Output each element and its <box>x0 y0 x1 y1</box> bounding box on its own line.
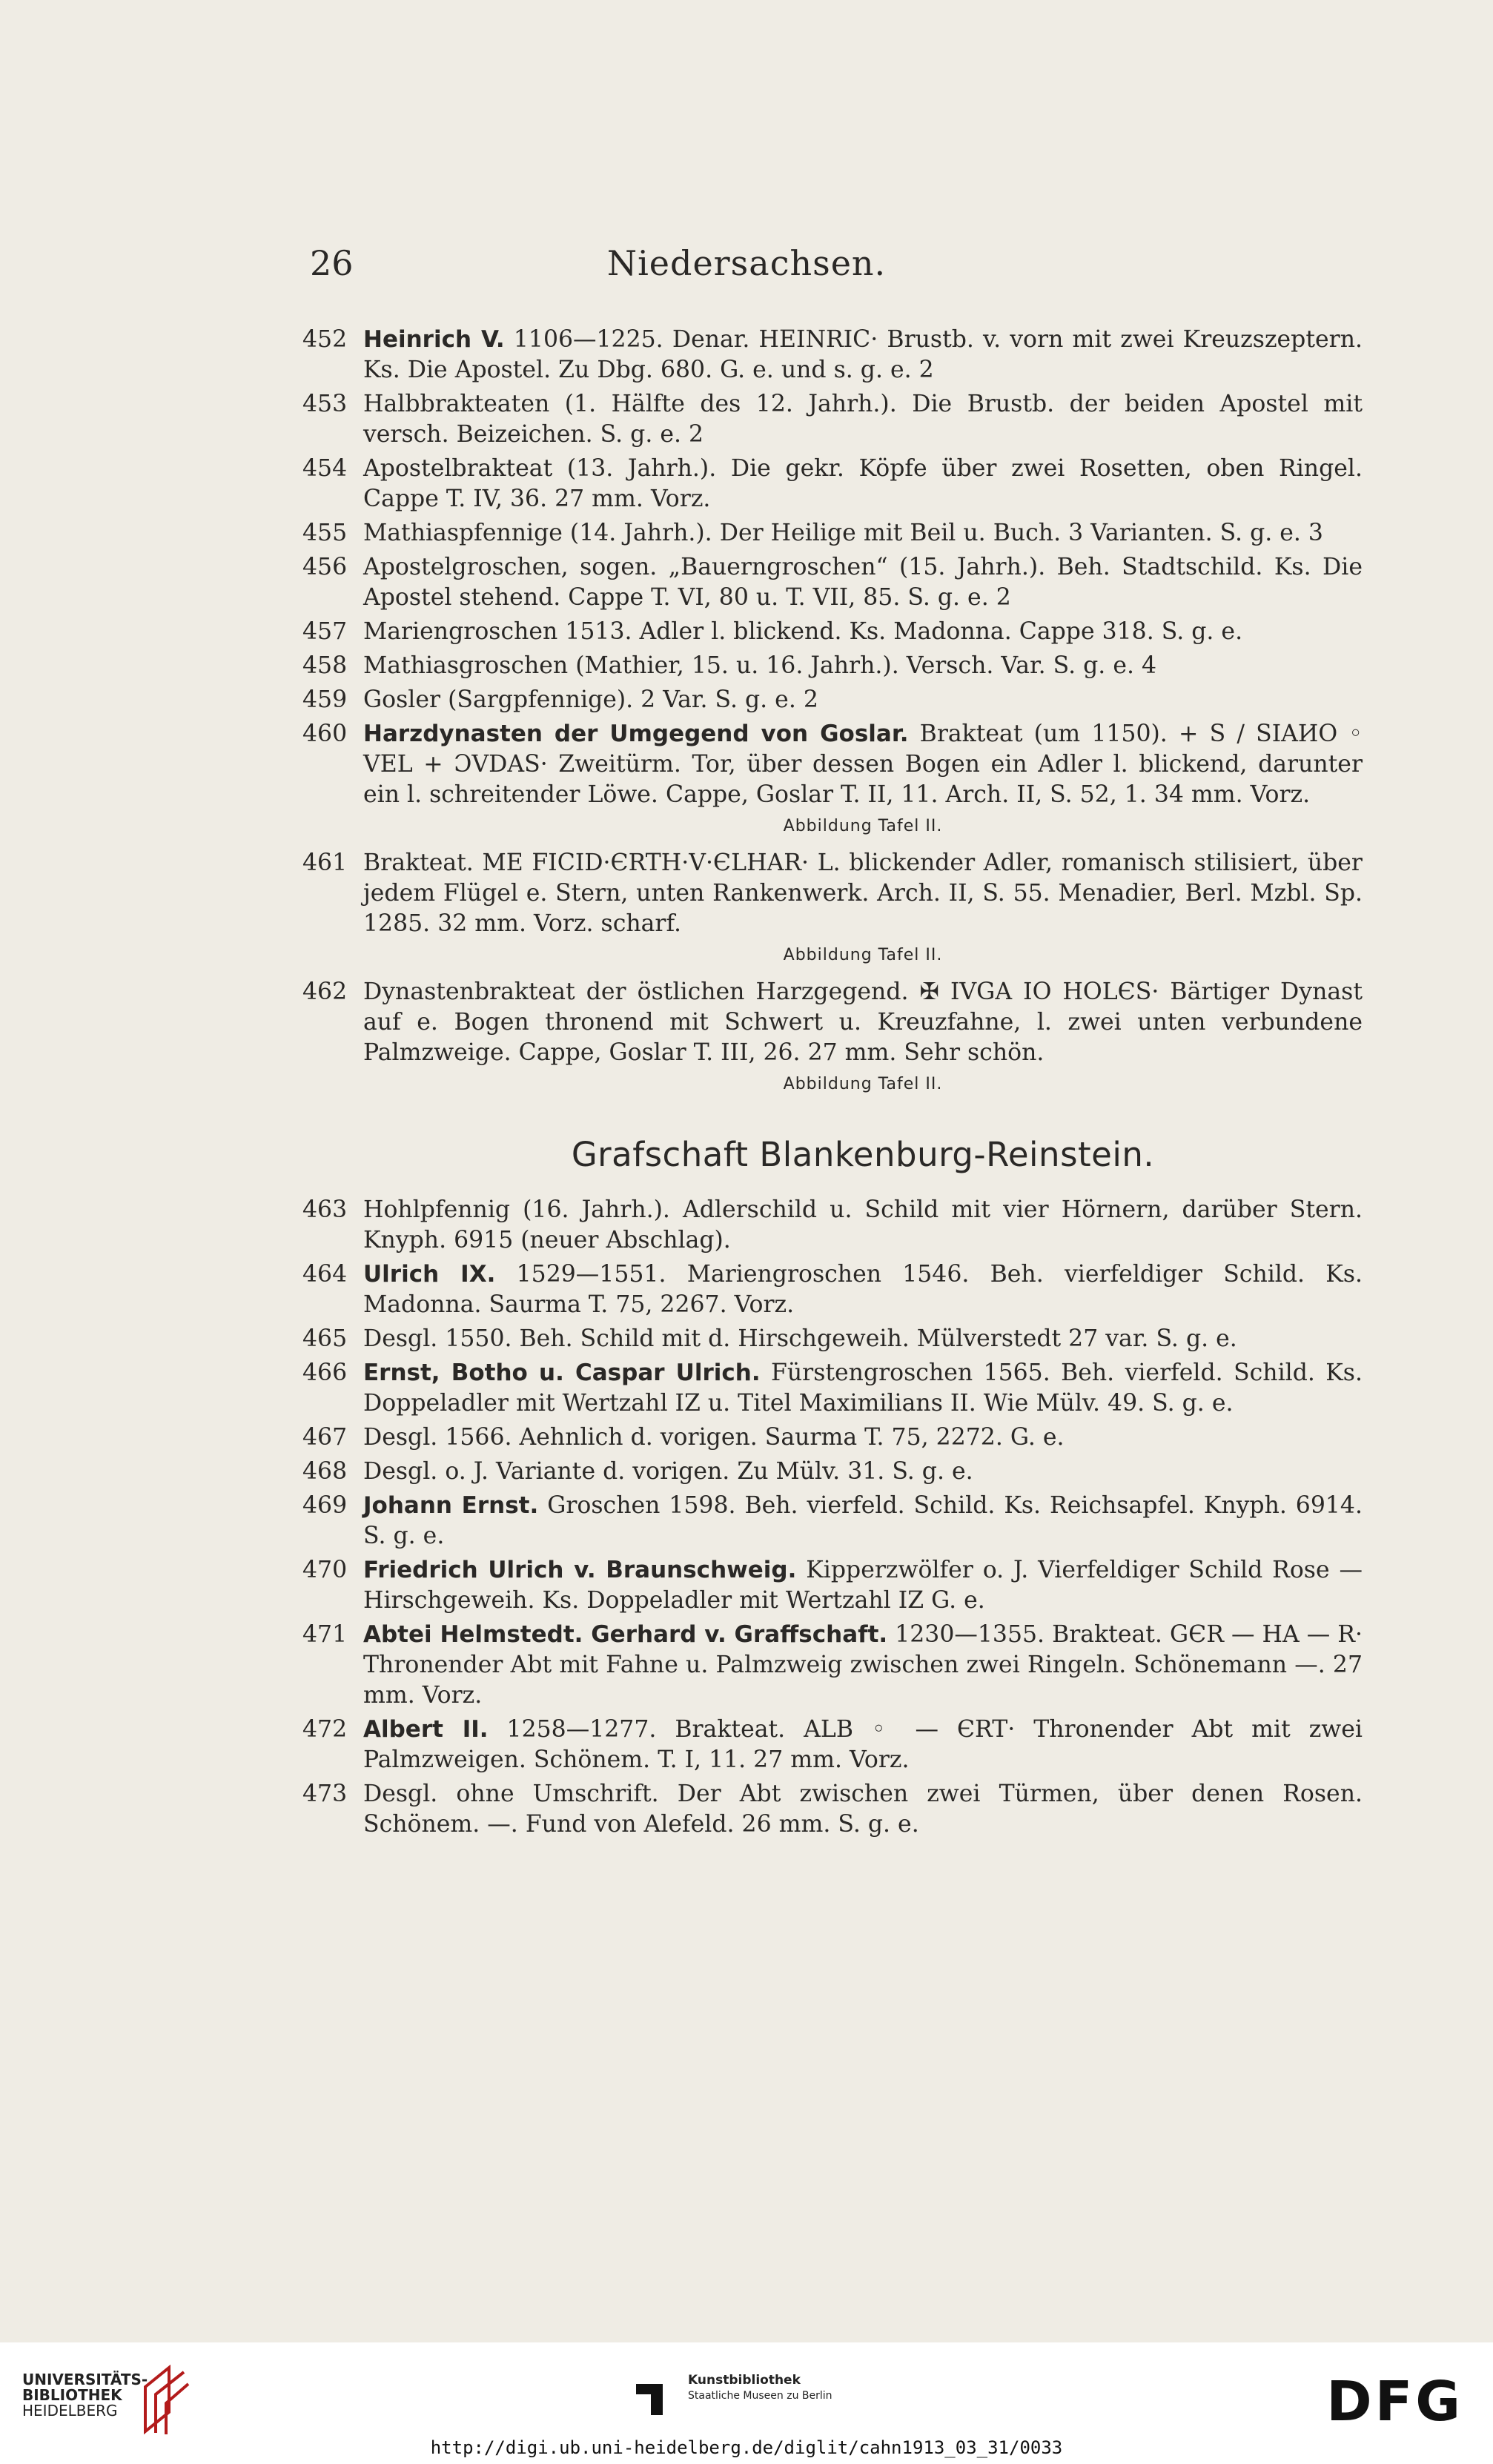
page-title: Niedersachsen. <box>606 243 887 283</box>
entry-description: Fürstengroschen 1565. Beh. vierfeld. Schild. Ks. Doppeladler mit Wertzahl IZ u. Titel Maximilians II. Wie Mülv. 49. S. g. e. <box>363 1359 1363 1417</box>
catalog-entry <box>302 1457 1363 1487</box>
entry-number: 464 <box>302 1261 348 1288</box>
entry-description: Hohlpfennig (16. Jahrh.). Adlerschild u. Schild mit vier Hörnern, darüber Stern. Knyph. 6915 (neuer Abschlag). <box>363 1196 1363 1253</box>
kunstbibliothek-logo[interactable] <box>636 2365 873 2424</box>
entry-description: Mathiaspfennige (14. Jahrh.). Der Heilige mit Beil u. Buch. 3 Varianten. S. g. e. 3 <box>363 520 1323 546</box>
entry-description: Brakteat. ME FICID·ЄRTH·V·ЄLHAR· L. blickender Adler, romanisch stilisiert, über jedem Flügel e. Stern, unten Rankenwerk. Arch. II, S. 55. Menadier, Berl. Mzbl. Sp. 1285. 32 mm. Vorz. scharf. <box>363 850 1363 937</box>
entry-number: 459 <box>302 686 348 713</box>
entry-description: Kipperzwölfer o. J. Vierfeldiger Schild Rose — Hirschgeweih. Ks. Doppeladler mit Wertzahl IZ G. e. <box>363 1557 1363 1614</box>
catalog-entry <box>302 518 1363 549</box>
catalog-entry <box>302 1715 1363 1775</box>
entry-body <box>363 552 1363 613</box>
entry-body <box>363 977 1363 1068</box>
figure-reference: Abbildung Tafel II. <box>783 817 943 835</box>
ruler-name: Harzdynasten der Umgegend von Goslar. <box>363 721 909 747</box>
entry-body <box>363 719 1363 810</box>
entry-number: 455 <box>302 520 348 546</box>
entry-number: 468 <box>302 1458 348 1485</box>
entry-body <box>363 651 1363 681</box>
catalog-entry <box>302 719 1363 810</box>
kunstbibliothek-subtitle: Staatliche Museen zu Berlin <box>688 2390 832 2402</box>
entry-description: Halbbrakteaten (1. Hälfte des 12. Jahrh.). Die Brustb. der beiden Apostel mit versch. Beizeichen. S. g. e. 2 <box>363 391 1363 448</box>
ub-emblem-icon <box>139 2365 191 2436</box>
entry-body <box>363 1555 1363 1616</box>
entry-number: 457 <box>302 618 348 645</box>
entry-body <box>363 1324 1363 1354</box>
entry-description: Apostelbrakteat (13. Jahrh.). Die gekr. Köpfe über zwei Rosetten, oben Ringel. Cappe T. IV, 36. 27 mm. Vorz. <box>363 455 1363 512</box>
entry-body <box>363 1195 1363 1256</box>
page-number: 26 <box>310 243 354 283</box>
catalog-entry <box>302 1620 1363 1711</box>
entry-description: Desgl. o. J. Variante d. vorigen. Zu Mülv. 31. S. g. e. <box>363 1458 973 1485</box>
kunstbibliothek-emblem-icon <box>636 2378 678 2417</box>
entry-number: 452 <box>302 326 348 353</box>
catalog-entry <box>302 389 1363 450</box>
entry-body <box>363 389 1363 450</box>
dfg-logo[interactable]: DFG <box>1326 2370 1463 2434</box>
entry-description: Brakteat (um 1150). + S / SIAИO ◦ VEL + ƆVDAS· Zweitürm. Tor, über dessen Bogen ein Adler l. blickend, darunter ein l. schreitender Löwe. Cappe, Goslar T. II, 11. Arch. II, S. 52, 1. 34 mm. Vorz. <box>363 721 1363 808</box>
ub-logo-line-2: BIBLIOTHEK <box>22 2386 122 2404</box>
ub-logo-line-3: HEIDELBERG <box>22 2402 118 2420</box>
catalog-entry <box>302 1259 1363 1320</box>
figure-reference: Abbildung Tafel II. <box>783 1075 943 1093</box>
catalog-entry <box>302 848 1363 939</box>
entry-number: 470 <box>302 1557 348 1583</box>
catalog-entry <box>302 617 1363 647</box>
entry-body <box>363 518 1363 549</box>
entry-body <box>363 454 1363 514</box>
ruler-name: Ulrich IX. <box>363 1261 496 1288</box>
catalog-entry <box>302 685 1363 715</box>
entry-body <box>363 1620 1363 1711</box>
entry-number: 462 <box>302 978 348 1005</box>
entry-number: 465 <box>302 1325 348 1352</box>
ruler-name: Ernst, Botho u. Caspar Ulrich. <box>363 1359 761 1386</box>
entry-body <box>363 1491 1363 1551</box>
entry-body <box>363 848 1363 939</box>
ub-logo-line-1: UNIVERSITÄTS- <box>22 2371 148 2388</box>
ruler-name: Heinrich V. <box>363 326 505 353</box>
entry-description: 1529—1551. Mariengroschen 1546. Beh. vierfeldiger Schild. Ks. Madonna. Saurma T. 75, 2267. Vorz. <box>363 1261 1363 1318</box>
catalog-text <box>302 325 1363 1844</box>
catalog-entry <box>302 977 1363 1068</box>
catalog-entry <box>302 552 1363 613</box>
catalog-entry <box>302 1779 1363 1840</box>
entry-description: Apostelgroschen, sogen. „Bauerngroschen“ (15. Jahrh.). Beh. Stadtschild. Ks. Die Apostel stehend. Cappe T. VI, 80 u. T. VII, 85. S. g. e. 2 <box>363 554 1363 611</box>
entry-body <box>363 1358 1363 1419</box>
entry-number: 466 <box>302 1359 348 1386</box>
catalog-entry <box>302 651 1363 681</box>
entry-number: 472 <box>302 1716 348 1743</box>
entry-body <box>363 1457 1363 1487</box>
ruler-name: Johann Ernst. <box>363 1492 539 1519</box>
entry-description: Gosler (Sargpfennige). 2 Var. S. g. e. 2 <box>363 686 818 713</box>
entry-body <box>363 617 1363 647</box>
entry-description: Groschen 1598. Beh. vierfeld. Schild. Ks. Reichsapfel. Knyph. 6914. S. g. e. <box>363 1492 1363 1549</box>
catalog-entry <box>302 1358 1363 1419</box>
entry-number: 453 <box>302 391 348 417</box>
entry-number: 460 <box>302 721 348 747</box>
ruler-name: Friedrich Ulrich v. Braunschweig. <box>363 1557 797 1583</box>
permalink-url[interactable]: http://digi.ub.uni-heidelberg.de/diglit/cahn1913_03_31/0033 <box>430 2437 1063 2458</box>
catalog-entry <box>302 454 1363 514</box>
ub-heidelberg-logo[interactable] <box>22 2365 215 2439</box>
entry-description: 1230—1355. Brakteat. GЄR — HA — R· Thronender Abt mit Fahne u. Palmzweig zwischen zwei Ringeln. Schönemann —. 27 mm. Vorz. <box>363 1621 1363 1709</box>
entry-number: 463 <box>302 1196 348 1223</box>
entry-description: Mariengroschen 1513. Adler l. blickend. Ks. Madonna. Cappe 318. S. g. e. <box>363 618 1243 645</box>
entry-description: Mathiasgroschen (Mathier, 15. u. 16. Jahrh.). Versch. Var. S. g. e. 4 <box>363 652 1157 679</box>
footer-bar <box>0 2342 1493 2464</box>
page-header <box>0 245 1493 282</box>
ruler-name: Albert II. <box>363 1716 489 1743</box>
entry-number: 456 <box>302 554 348 580</box>
ruler-name: Abtei Helmstedt. Gerhard v. Graffschaft. <box>363 1621 888 1648</box>
entry-number: 454 <box>302 455 348 482</box>
entry-body <box>363 685 1363 715</box>
entry-body <box>363 1259 1363 1320</box>
entry-body <box>363 1423 1363 1453</box>
entry-description: 1258—1277. Brakteat. ALB ◦ — ЄRT· Thronender Abt mit zwei Palmzweigen. Schönem. T. I, 11. 27 mm. Vorz. <box>363 1716 1363 1773</box>
entry-body <box>363 325 1363 385</box>
entry-number: 469 <box>302 1492 348 1519</box>
entry-description: 1106—1225. Denar. HEINRIC· Brustb. v. vorn mit zwei Kreuzszeptern. Ks. Die Apostel. Zu Dbg. 680. G. e. und s. g. e. 2 <box>363 326 1363 383</box>
entry-body <box>363 1779 1363 1840</box>
catalog-entry <box>302 1195 1363 1256</box>
catalog-entry <box>302 1423 1363 1453</box>
entry-number: 461 <box>302 850 348 876</box>
catalog-entry <box>302 1555 1363 1616</box>
entry-description: Desgl. 1566. Aehnlich d. vorigen. Saurma T. 75, 2272. G. e. <box>363 1424 1065 1451</box>
entry-number: 473 <box>302 1781 348 1807</box>
catalog-entry <box>302 325 1363 385</box>
entry-number: 458 <box>302 652 348 679</box>
catalog-entry <box>302 1324 1363 1354</box>
figure-reference: Abbildung Tafel II. <box>783 946 943 964</box>
entry-number: 467 <box>302 1424 348 1451</box>
entry-number: 471 <box>302 1621 348 1648</box>
entry-body <box>363 1715 1363 1775</box>
catalog-entry <box>302 1491 1363 1551</box>
entry-description: Desgl. 1550. Beh. Schild mit d. Hirschgeweih. Mülverstedt 27 var. S. g. e. <box>363 1325 1237 1352</box>
section-heading: Grafschaft Blankenburg-Reinstein. <box>571 1135 1155 1174</box>
entry-description: Desgl. ohne Umschrift. Der Abt zwischen zwei Türmen, über denen Rosen. Schönem. —. Fund von Alefeld. 26 mm. S. g. e. <box>363 1781 1363 1838</box>
kunstbibliothek-name: Kunstbibliothek <box>688 2373 801 2388</box>
entry-description: Dynastenbrakteat der östlichen Harzgegend. ✠ IVGA IO HOLЄS· Bärtiger Dynast auf e. Bogen thronend mit Schwert u. Kreuzfahne, l. zwei unten verbundene Palmzweige. Cappe, Goslar T. III, 26. 27 mm. Sehr schön. <box>363 978 1363 1066</box>
